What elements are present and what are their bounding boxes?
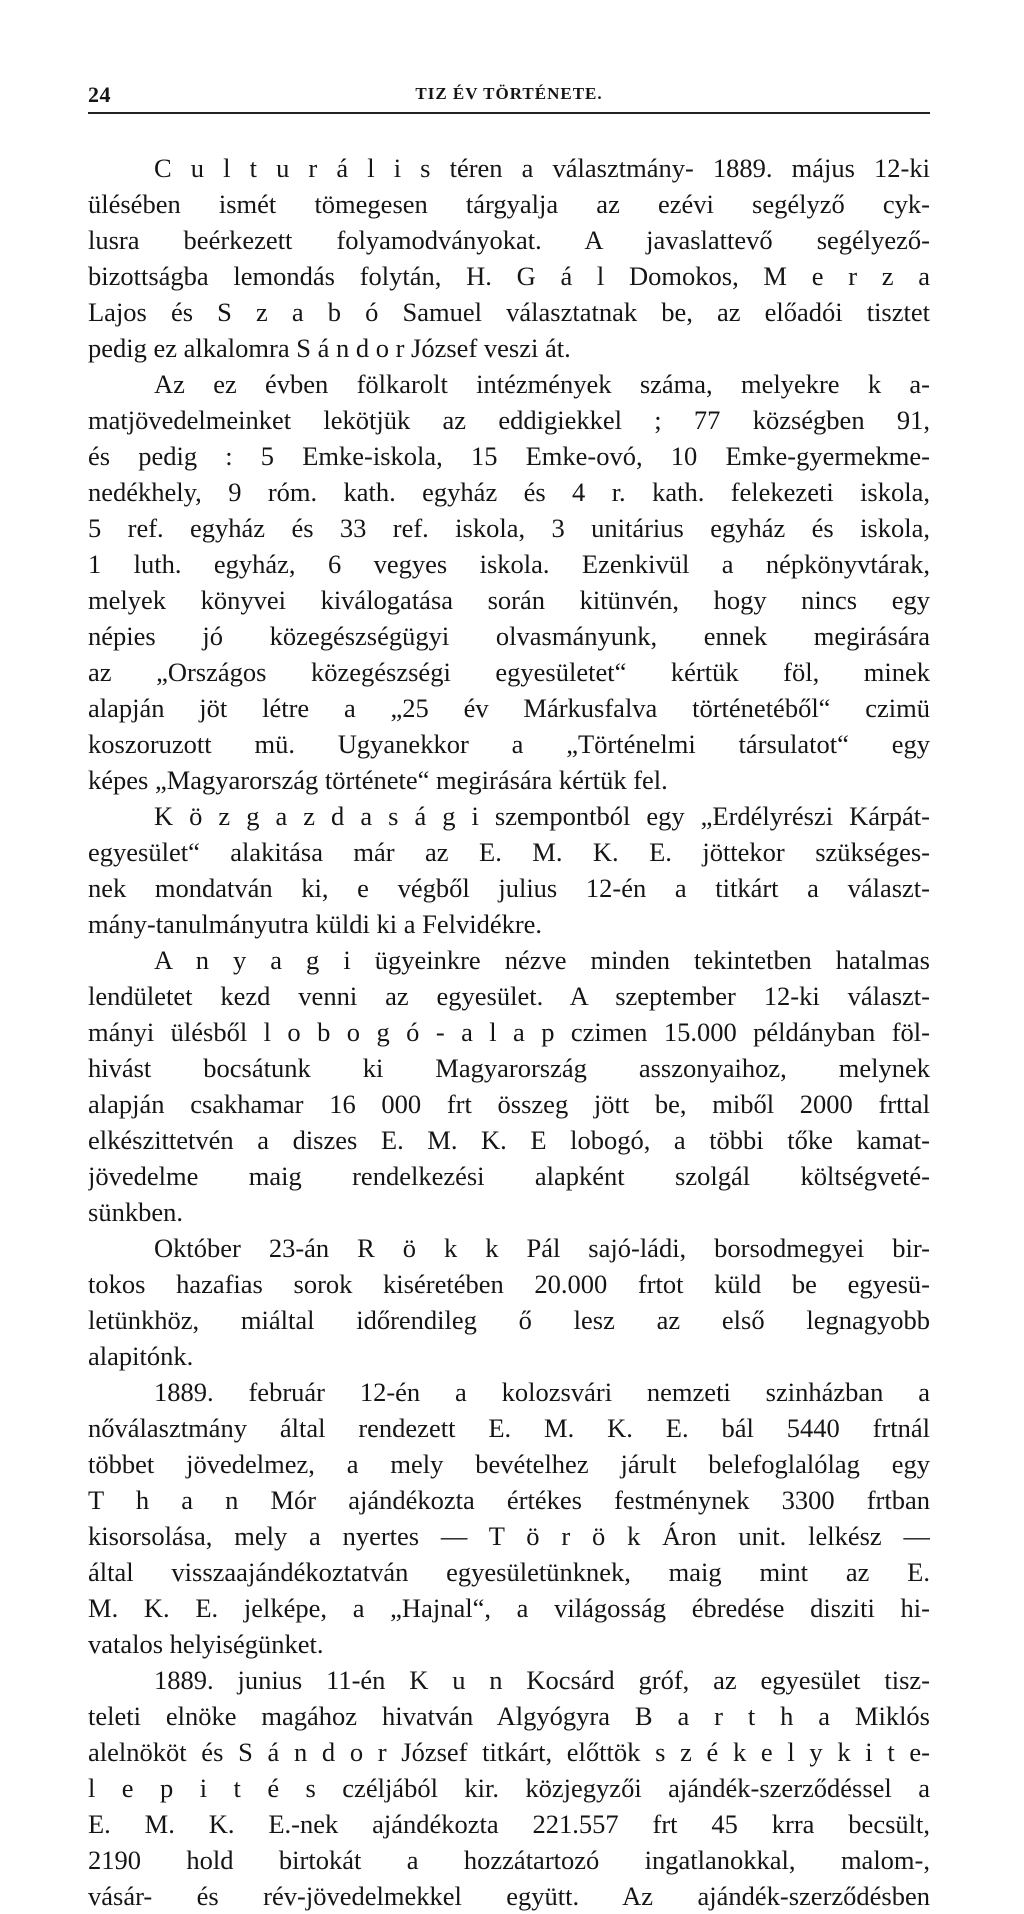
text-line: Október 23-án R ö k k Pál sajó-ládi, borsodmegyei bir- [154,1233,930,1263]
text-line: 1889. február 12-én a kolozsvári nemzeti szinházban a [154,1377,930,1407]
text-line: által visszaajándékoztatván egyesületünknek, maig mint az E. [88,1557,930,1587]
text-line: 1 luth. egyház, 6 vegyes iskola. Ezenkivül a népkönyvtárak, [88,549,930,579]
text-line: nedékhely, 9 róm. kath. egyház és 4 r. kath. felekezeti iskola, [88,477,930,507]
text-line: képes „Magyarország története“ megirására kértük fel. [88,765,668,795]
text-line: bizottságba lemondás folytán, H. G á l Domokos, M e r z a [88,261,930,291]
text-line: melyek könyvei kiválogatása során kitünvén, hogy nincs egy [88,585,930,615]
text-line: jövedelme maig rendelkezési alapként szolgál költségveté- [88,1161,930,1191]
text-line: egyesület“ alakitása már az E. M. K. E. jöttekor szükséges- [88,837,930,867]
text-line: 2190 hold birtokát a hozzátartozó ingatlanokkal, malom-, [88,1845,930,1875]
text-line: Lajos és S z a b ó Samuel választatnak be, az előadói tisztet [88,297,930,327]
text-line: l e p i t é s czéljából kir. közjegyzői ajándék-szerződéssel a [88,1773,930,1803]
body-text [88,150,930,1914]
text-line: M. K. E. jelképe, a „Hajnal“, a világosság ébredése disziti hi- [88,1593,930,1623]
text-line: C u l t u r á l i s téren a választmány- 1889. május 12-ki [154,153,930,183]
text-line: kisorsolása, mely a nyertes — T ö r ö k Áron unit. lelkész — [88,1521,930,1551]
text-line: alapitónk. [88,1341,194,1371]
text-line: 5 ref. egyház és 33 ref. iskola, 3 unitárius egyház és iskola, [88,513,930,543]
text-line: ülésében ismét tömegesen tárgyalja az ezévi segélyző cyk- [88,189,930,219]
text-line: Az ez évben fölkarolt intézmények száma, melyekre k a- [154,369,930,399]
text-line: vatalos helyiségünket. [88,1629,324,1659]
text-line: sünkben. [88,1197,183,1227]
text-line: K ö z g a z d a s á g i szempontból egy „Erdélyrészi Kárpát- [154,801,930,831]
text-line: alapján jöt létre a „25 év Márkusfalva történetéből“ czimü [88,693,930,723]
text-line: 1889. junius 11-én K u n Kocsárd gróf, az egyesület tisz- [154,1665,930,1695]
text-line: és pedig : 5 Emke-iskola, 15 Emke-ovó, 10 Emke-gyermekme- [88,441,930,471]
text-line: nőválasztmány által rendezett E. M. K. E. bál 5440 frtnál [88,1413,930,1443]
text-line: koszoruzott mü. Ugyanekkor a „Történelmi társulatot“ egy [88,729,930,759]
text-line: az „Országos közegészségi egyesületet“ kértük föl, minek [88,657,930,687]
text-line: alelnököt és S á n d o r József titkárt, előttök s z é k e l y k i t e- [88,1737,930,1767]
page-header [88,82,930,114]
text-line: hivást bocsátunk ki Magyarország asszonyaihoz, melynek [88,1053,930,1083]
page-number: 24 [88,82,111,107]
text-line: alapján csakhamar 16 000 frt összeg jött be, miből 2000 frttal [88,1089,930,1119]
text-line: T h a n Mór ajándékozta értékes festménynek 3300 frtban [88,1485,930,1515]
text-line: E. M. K. E.-nek ajándékozta 221.557 frt 45 krra becsült, [88,1809,930,1839]
text-line: nek mondatván ki, e végből julius 12-én a titkárt a választ- [88,873,930,903]
text-line: tokos hazafias sorok kiséretében 20.000 frtot küld be egyesü- [88,1269,930,1299]
text-line: lendületet kezd venni az egyesület. A szeptember 12-ki választ- [88,981,930,1011]
text-line: népies jó közegészségügyi olvasmányunk, ennek megirására [88,621,930,651]
text-line: elkészittetvén a diszes E. M. K. E lobogó, a többi tőke kamat- [88,1125,930,1155]
text-line: matjövedelmeinket lekötjük az eddigiekkel ; 77 községben 91, [88,405,930,435]
text-line: többet jövedelmez, a mely bevételhez járult belefoglalólag egy [88,1449,930,1479]
text-line: letünkhöz, miáltal időrendileg ő lesz az első legnagyobb [88,1305,930,1335]
text-line: lusra beérkezett folyamodványokat. A javaslattevő segélyező- [88,225,930,255]
text-line: pedig ez alkalomra S á n d o r József veszi át. [88,333,571,363]
text-line: A n y a g i ügyeinkre nézve minden tekintetben hatalmas [154,945,930,975]
running-title: TIZ ÉV TÖRTÉNETE. [415,84,603,103]
text-line: mány-tanulmányutra küldi ki a Felvidékre. [88,909,543,939]
text-line: teleti elnöke magához hivatván Algyógyra B a r t h a Miklós [88,1701,930,1731]
text-line: mányi ülésből l o b o g ó - a l a p czimen 15.000 példányban föl- [88,1017,930,1047]
text-line: vásár- és rév-jövedelmekkel együtt. Az ajándék-szerződésben [88,1881,930,1911]
